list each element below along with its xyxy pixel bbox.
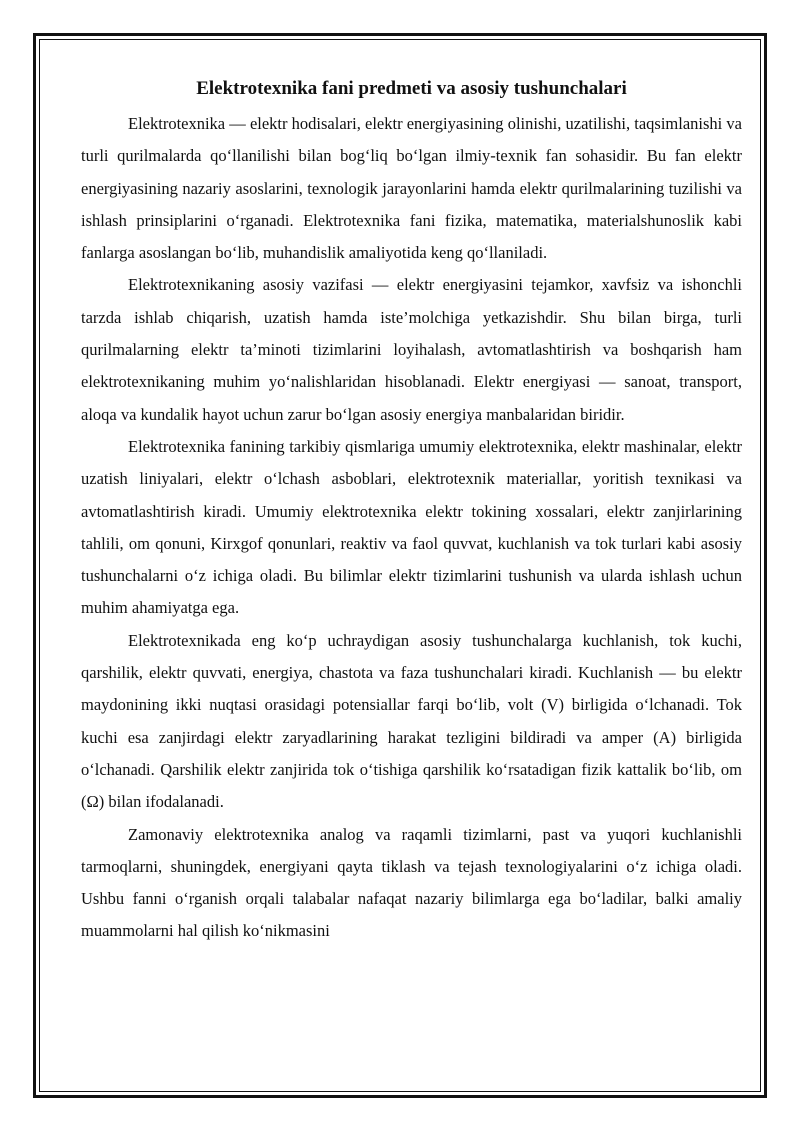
- paragraph-definition: Elektrotexnika — elektr hodisalari, elektr energiyasining olinishi, uzatilishi, taqsimlanishi va turli qurilmalarda qo‘llanilishi bilan bog‘liq bo‘lgan ilmiy-texnik fan sohasidir. Bu fan elektr energiyasining nazariy asoslarini, texnologik jarayonlarini hamda elektr qurilmalarining tuzilishi va ishlash prinsiplarini o‘rganadi. Elektrotexnika fani fizika, matematika, materialshunoslik kabi fanlarga asoslangan bo‘lib, muhandislik amaliyotida keng qo‘llaniladi.: [81, 114, 742, 263]
- paragraph-components: Elektrotexnika fanining tarkibiy qismlariga umumiy elektrotexnika, elektr mashinalar, elektr uzatish liniyalari, elektr o‘lchash asboblari, elektrotexnik materiallar, yoritish texnikasi va avtomatlashtirish kiradi. Umumiy elektrotexnika elektr tokining xossalari, elektr zanjirlarining tahlili, om qonuni, Kirxgof qonunlari, reaktiv va faol quvvat, kuchlanish va tok turlari kabi asosiy tushunchalarni o‘z ichiga oladi. Bu bilimlar elektr tizimlarini tushunish va ularda ishlash uchun muhim ahamiyatga ega.: [81, 436, 742, 618]
- paragraph-basic-concepts: Elektrotexnikada eng ko‘p uchraydigan asosiy tushunchalarga kuchlanish, tok kuchi, qarshilik, elektr quvvati, energiya, chastota va faza tushunchalari kiradi. Kuchlanish — bu elektr maydonining ikki nuqtasi orasidagi potensiallar farqi bo‘lib, volt (V) birligida o‘lchanadi. Tok kuchi esa zanjirdagi elektr zaryadlarining harakat tezligini bildiradi va amper (A) birligida o‘lchanadi. Qarshilik elektr zanjirida tok o‘tishiga qarshilik ko‘rsatadigan fizik kattalik bo‘lib, om (Ω) bilan ifodalanadi.: [81, 630, 742, 812]
- document-body: [81, 74, 742, 1074]
- paragraph-modern-electrotechnics: Zamonaviy elektrotexnika analog va raqamli tizimlarni, past va yuqori kuchlanishli tarmoqlarni, shuningdek, energiyani qayta tiklash va tejash texnologiyalarini o‘z ichiga oladi. Ushbu fanni o‘rganish orqali talabalar nafaqat nazariy bilimlarga ega bo‘ladilar, balki amaliy muammolarni hal qilish ko‘nikmasini: [81, 824, 742, 941]
- document-title: Elektrotexnika fani predmeti va asosiy tushunchalari: [196, 78, 627, 99]
- paragraph-main-task: Elektrotexnikaning asosiy vazifasi — elektr energiyasini tejamkor, xavfsiz va ishonchli tarzda ishlab chiqarish, uzatish hamda iste’molchiga yetkazishdir. Shu bilan birga, turli qurilmalarning elektr ta’minoti tizimlarini loyihalash, avtomatlashtirish va boshqarish ham elektrotexnikaning muhim yo‘nalishlaridan hisoblanadi. Elektr energiyasi — sanoat, transport, aloqa va kundalik hayot uchun zarur bo‘lgan asosiy energiya manbalaridan biridir.: [81, 275, 742, 424]
